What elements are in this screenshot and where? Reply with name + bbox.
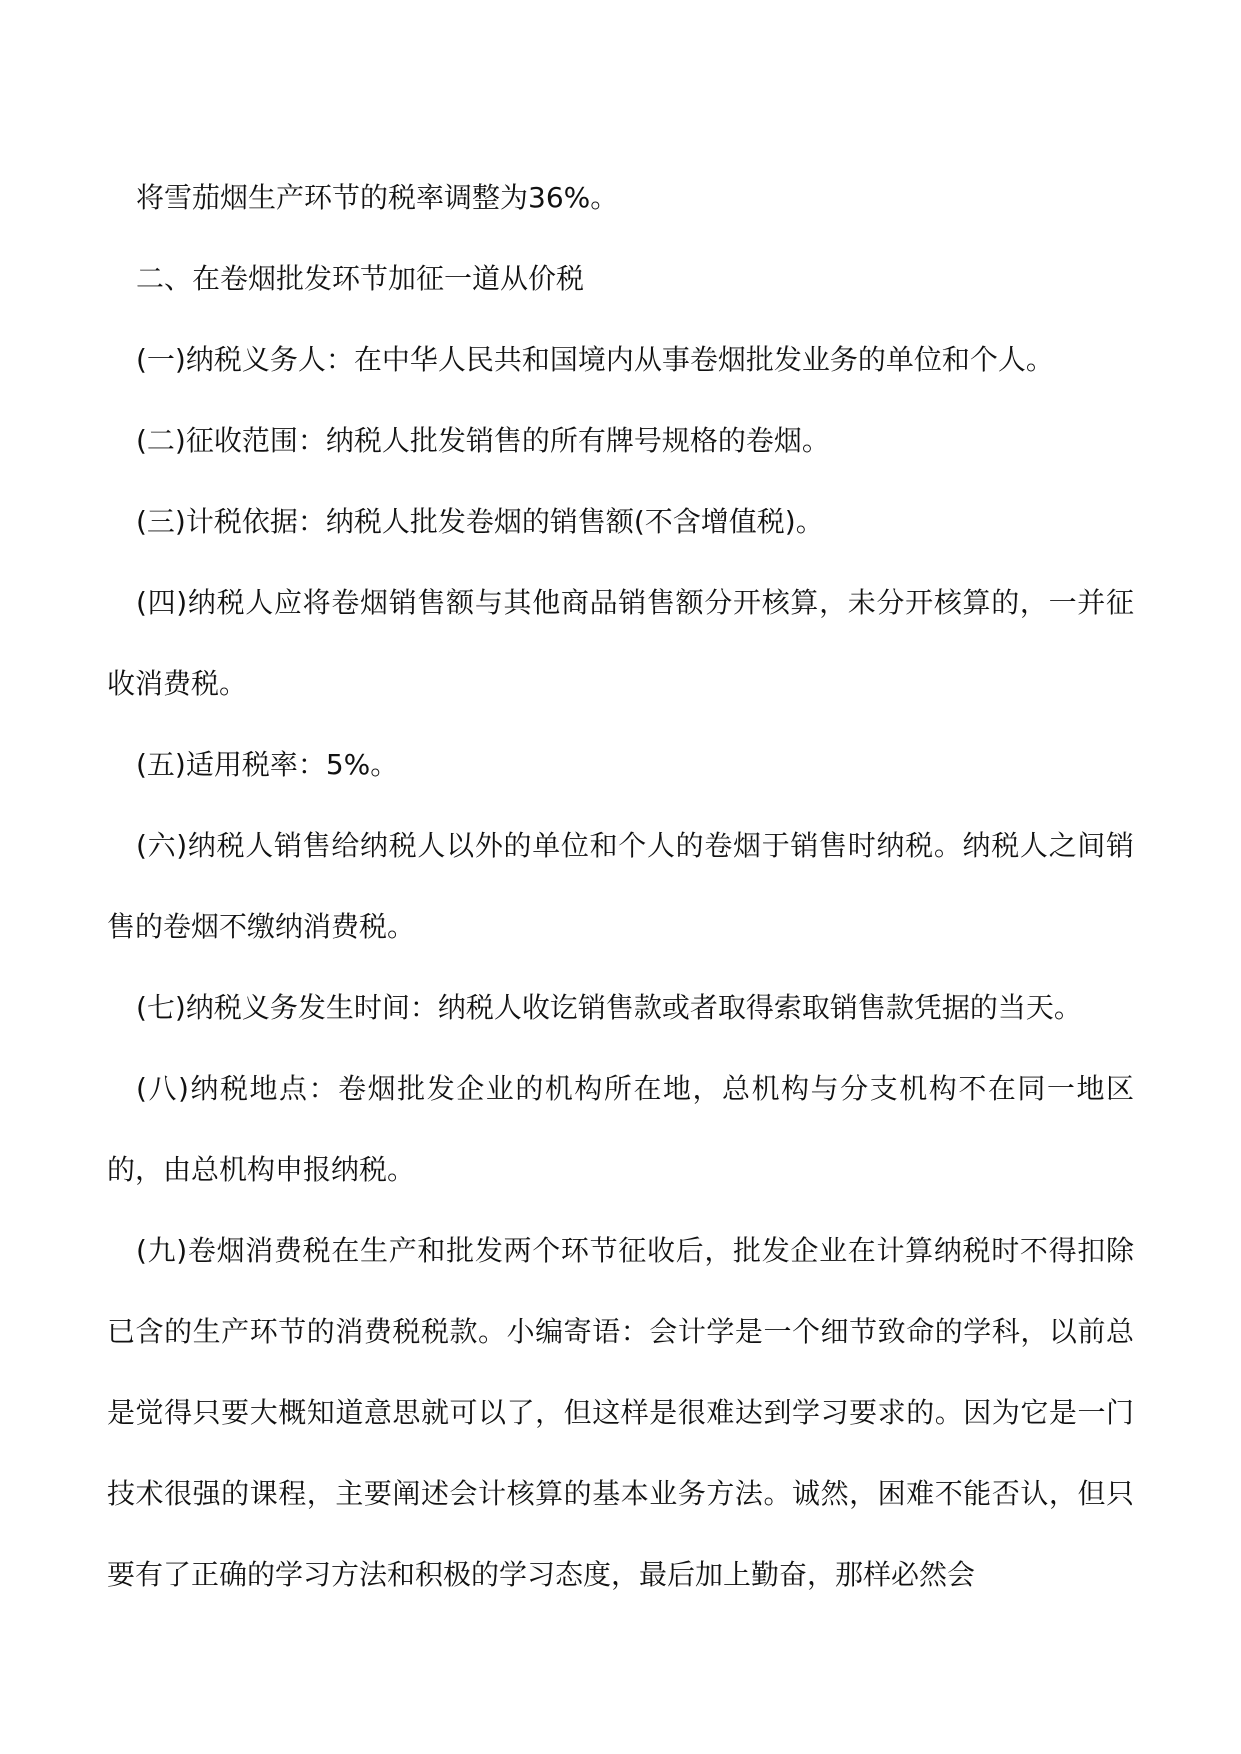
document-body bbox=[107, 157, 1134, 1615]
section-heading-wholesale-tax: 二、在卷烟批发环节加征一道从价税 bbox=[136, 262, 585, 295]
paragraph-taxpayer: (一)纳税义务人：在中华人民共和国境内从事卷烟批发业务的单位和个人。 bbox=[136, 343, 1054, 376]
paragraph-tax-location: (八)纳税地点：卷烟批发企业的机构所在地，总机构与分支机构不在同一地区的，由总机构申报纳税。 bbox=[107, 1072, 1134, 1186]
paragraph-separate-accounting: (四)纳税人应将卷烟销售额与其他商品销售额分开核算，未分开核算的，一并征收消费税。 bbox=[107, 586, 1134, 700]
paragraph-cigar-tax-rate: 将雪茄烟生产环节的税率调整为36%。 bbox=[136, 181, 619, 214]
paragraph-tax-time: (七)纳税义务发生时间：纳税人收讫销售款或者取得索取销售款凭据的当天。 bbox=[136, 991, 1082, 1024]
paragraph-scope: (二)征收范围：纳税人批发销售的所有牌号规格的卷烟。 bbox=[136, 424, 830, 457]
paragraph-tax-basis: (三)计税依据：纳税人批发卷烟的销售额(不含增值税)。 bbox=[136, 505, 824, 538]
paragraph-sales-taxation: (六)纳税人销售给纳税人以外的单位和个人的卷烟于销售时纳税。纳税人之间销售的卷烟不缴纳消费税。 bbox=[107, 829, 1134, 943]
paragraph-applicable-rate: (五)适用税率：5%。 bbox=[136, 748, 399, 781]
paragraph-deduction-and-editor-note: (九)卷烟消费税在生产和批发两个环节征收后，批发企业在计算纳税时不得扣除已含的生产环节的消费税税款。小编寄语：会计学是一个细节致命的学科，以前总是觉得只要大概知道意思就可以了，但这样是很难达到学习要求的。因为它是一门技术很强的课程，主要阐述会计核算的基本业务方法。诚然，困难不能否认，但只要有了正确的学习方法和积极的学习态度，最后加上勤奋，那样必然会 bbox=[107, 1234, 1134, 1591]
